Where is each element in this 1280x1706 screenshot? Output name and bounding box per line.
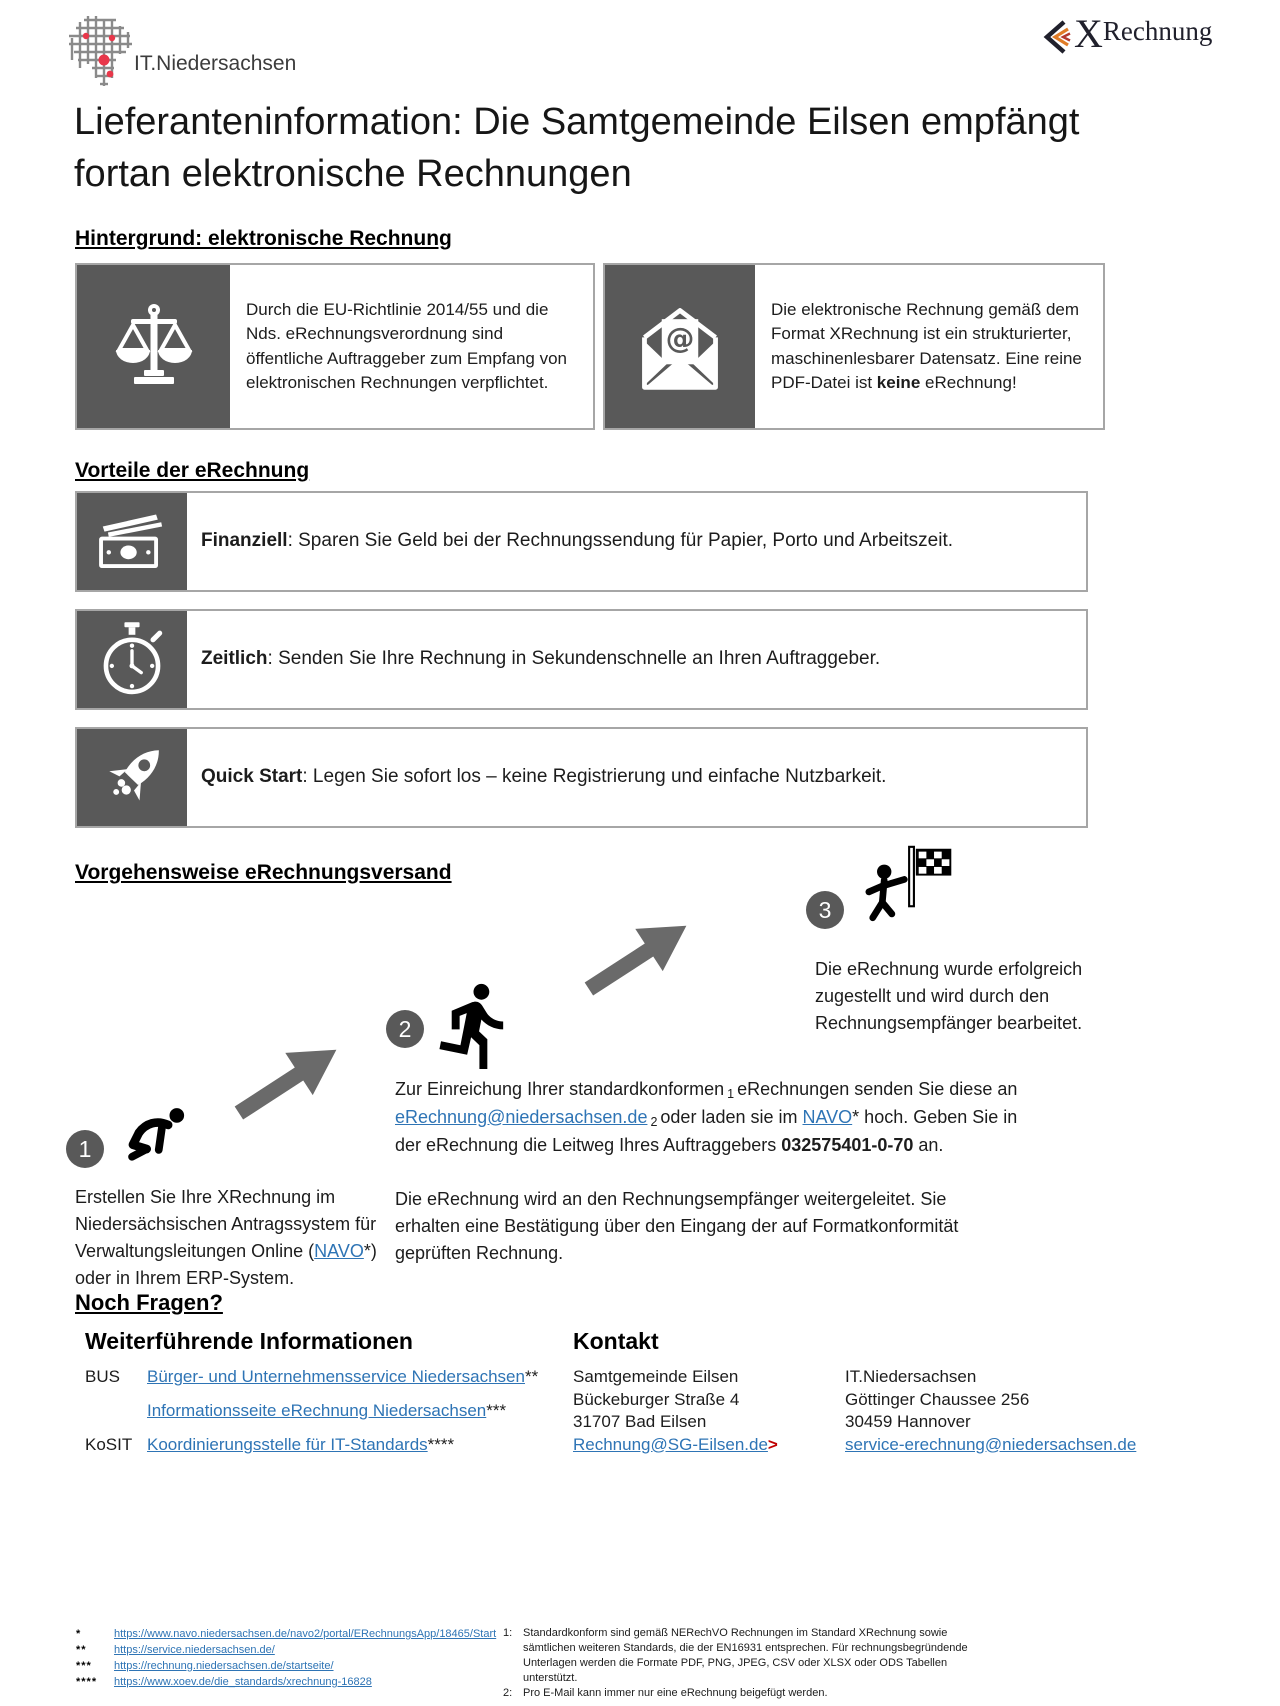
footnote-link-row [76, 1674, 496, 1690]
page-title: Lieferanteninformation: Die Samtgemeinde Eilsen empfängt fortan elektronische Rechnungen [74, 101, 1080, 196]
contact-city: 31707 Bad Eilsen [573, 1412, 707, 1431]
navo-link[interactable]: NAVO [802, 1106, 853, 1127]
step-3-circle: 3 [806, 891, 844, 929]
footnote-links [76, 1626, 496, 1690]
icon-cell [77, 265, 230, 428]
hintergrund-heading: Hintergrund: elektronische Rechnung [75, 227, 452, 250]
email-at-icon [632, 299, 728, 395]
law-text: Durch die EU-Richtlinie 2014/55 und die Nds. eRechnungsverordnung sind öffentliche Auftraggeber zum Empfang von elektronischen Rechnungen verpflichtet. [246, 300, 567, 392]
footnote-note [503, 1686, 981, 1701]
runner-icon [428, 978, 523, 1078]
list-item-infoseite [85, 1400, 538, 1422]
contact-street: Göttinger Chaussee 256 [845, 1389, 1030, 1409]
footnote-notes [503, 1626, 981, 1701]
contact-block-eilsen [573, 1366, 778, 1456]
step2-part4: * hoch. Geben Sie in der eRechnung die Leitweg Ihres Auftraggebers [395, 1106, 1018, 1155]
finish-flag-icon [843, 843, 958, 963]
benefit-body: : Legen Sie sofort los – keine Registrierung und einfache Nutzbarkeit. [302, 766, 887, 788]
stars-marker: **** [427, 1435, 455, 1454]
stars-marker: *** [486, 1401, 507, 1420]
footnote-marker-2: 2 [650, 1114, 658, 1129]
footnote-url-link[interactable]: https://service.niedersachsen.de/ [114, 1644, 275, 1656]
step-3-text: Die eRechnung wurde erfolgreich zugestellt und wird durch den Rechnungsempfänger bearbeitet. [815, 959, 1083, 1033]
benefit-row-quickstart [75, 727, 1088, 828]
benefit-body: : Senden Sie Ihre Rechnung in Sekundenschnelle an Ihren Auftraggeber. [267, 648, 881, 670]
contact-name: Samtgemeinde Eilsen [573, 1367, 739, 1386]
footnote-note [503, 1626, 981, 1686]
benefit-text [187, 611, 1086, 708]
xrechnung-logo [1040, 11, 1213, 58]
contact-email-link[interactable]: service-erechnung@niedersachsen.de [845, 1434, 1137, 1454]
contact-street: Bückeburger Straße 4 [573, 1389, 740, 1409]
bus-label: BUS [85, 1367, 120, 1386]
stars-marker: * [76, 1628, 82, 1640]
stars-marker: *** [76, 1660, 92, 1672]
benefit-row-finanziell [75, 491, 1088, 592]
step-2-paragraph-1 [395, 1076, 1033, 1159]
step2-part3: oder laden sie im [660, 1106, 803, 1127]
empty-label [85, 1400, 147, 1422]
erechnung-email-link[interactable]: eRechnung@niedersachsen.de [395, 1106, 648, 1127]
step-1-text [75, 1184, 387, 1292]
contact-city: 30459 Hannover [845, 1412, 971, 1431]
footnote-link-row [76, 1658, 496, 1674]
noch-fragen-heading: Noch Fragen? [75, 1290, 223, 1315]
list-item-kosit [85, 1434, 538, 1456]
list-item-bus [85, 1366, 538, 1388]
benefit-label: Quick Start [201, 766, 303, 788]
icon-cell [77, 493, 187, 590]
keine-bold: keine [876, 372, 921, 392]
step2-part5: an. [913, 1134, 944, 1155]
it-niedersachsen-logo [64, 8, 138, 93]
vorgehensweise-heading: Vorgehensweise eRechnungsversand [75, 861, 452, 884]
step1-part1: Erstellen Sie Ihre XRechnung im Niedersächsischen Antragssystem für Verwaltungsleitungen Online ( [75, 1187, 377, 1261]
info-box-text [755, 265, 1103, 428]
leitweg-id: 032575401-0-70 [781, 1134, 914, 1155]
further-info-list [85, 1366, 538, 1468]
grid-map-icon [64, 8, 138, 88]
xrechnung-rest: Rechnung [1102, 16, 1213, 46]
benefit-text [187, 729, 1086, 826]
stars-marker: ** [76, 1644, 87, 1656]
benefit-row-zeitlich [75, 609, 1088, 710]
step2-part2: eRechnungen senden Sie diese an [737, 1079, 1018, 1099]
contact-name: IT.Niedersachsen [845, 1367, 977, 1386]
contact-block-itn [845, 1366, 1136, 1456]
info-box-law [75, 263, 595, 430]
info-box-text [230, 265, 593, 428]
step-2-circle: 2 [386, 1010, 424, 1048]
footnote-url-link[interactable]: https://www.xoev.de/die_standards/xrechnung-16828 [114, 1676, 372, 1688]
step-1-circle: 1 [66, 1130, 104, 1168]
footnote-link-row [76, 1642, 496, 1658]
vorteile-heading: Vorteile der eRechnung [75, 459, 310, 482]
info-box-xrechnung [603, 263, 1105, 430]
icon-cell [77, 729, 187, 826]
arrow-up-right-icon [571, 899, 706, 1019]
scales-icon [104, 297, 204, 397]
icon-cell [77, 611, 187, 708]
benefit-body: : Sparen Sie Geld bei der Rechnungssendung für Papier, Porto und Arbeitszeit. [287, 530, 953, 552]
xrechnung-text-after: eRechnung! [920, 372, 1017, 392]
step2-part1: Zur Einreichung Ihrer standardkonformen [395, 1079, 725, 1099]
step1-part2: *) oder in Ihrem ERP-System. [75, 1241, 377, 1288]
stopwatch-icon [90, 618, 174, 702]
xrechnung-x: X [1074, 11, 1103, 56]
kosit-link[interactable]: Koordinierungsstelle für IT-Standards [147, 1435, 428, 1454]
icon-cell [605, 265, 755, 428]
kontakt-heading: Kontakt [573, 1328, 659, 1354]
red-arrow-mark: > [767, 1434, 778, 1454]
arrow-up-right-icon [221, 1023, 356, 1143]
stars-marker: **** [76, 1676, 98, 1688]
footnote-marker-1: 1 [727, 1087, 735, 1101]
benefit-label: Zeitlich [201, 648, 268, 670]
note-text: Standardkonform sind gemäß NERechVO Rechnungen im Standard XRechnung sowie sämtlichen weiteren Standards, die der EN16931 entsprechen. Für rechnungsbegründende Unterlagen werden die Formate PDF, PNG, JPEG, CSV oder XLSX oder ODS Tabellen unterstützt. [523, 1627, 968, 1684]
sprinter-start-icon [108, 1100, 194, 1191]
infoseite-link[interactable]: Informationsseite eRechnung Niedersachsen [147, 1401, 487, 1420]
kosit-label: KoSIT [85, 1435, 133, 1454]
footnote-link-row [76, 1626, 496, 1642]
money-icon [89, 506, 175, 578]
rocket-icon [90, 736, 174, 820]
weiterfuehrende-informationen-heading: Weiterführende Informationen [85, 1328, 413, 1354]
chevron-left-icon [1040, 16, 1072, 58]
footnote-url-link[interactable]: https://rechnung.niedersachsen.de/startseite/ [114, 1660, 334, 1672]
bus-link[interactable]: Bürger- und Unternehmensservice Niedersachsen [147, 1367, 525, 1386]
benefit-label: Finanziell [201, 530, 288, 552]
note-number: 2: [503, 1687, 513, 1699]
benefit-text [187, 493, 1086, 590]
stars-marker: ** [524, 1367, 539, 1386]
footnote-url-link[interactable]: https://www.navo.niedersachsen.de/navo2/portal/ERechnungsApp/18465/Start [114, 1628, 497, 1640]
step-2-paragraph-2: Die eRechnung wird an den Rechnungsempfänger weitergeleitet. Sie erhalten eine Bestätigung über den Eingang der auf Formatkonformität geprüften Rechnung. [395, 1189, 959, 1263]
logo-text: IT.Niedersachsen [134, 52, 297, 75]
note-number: 1: [503, 1627, 513, 1639]
note-text: Pro E-Mail kann immer nur eine eRechnung beigefügt werden. [523, 1687, 828, 1699]
contact-email-link[interactable]: Rechnung@SG-Eilsen.de [573, 1434, 768, 1454]
xrechnung-text-before: Die elektronische Rechnung gemäß dem Format XRechnung ist ein strukturierter, maschinenlesbarer Datensatz. Eine reine PDF-Datei ist [771, 300, 1082, 392]
svg-text:@: @ [665, 320, 695, 355]
navo-link[interactable]: NAVO [314, 1241, 364, 1261]
